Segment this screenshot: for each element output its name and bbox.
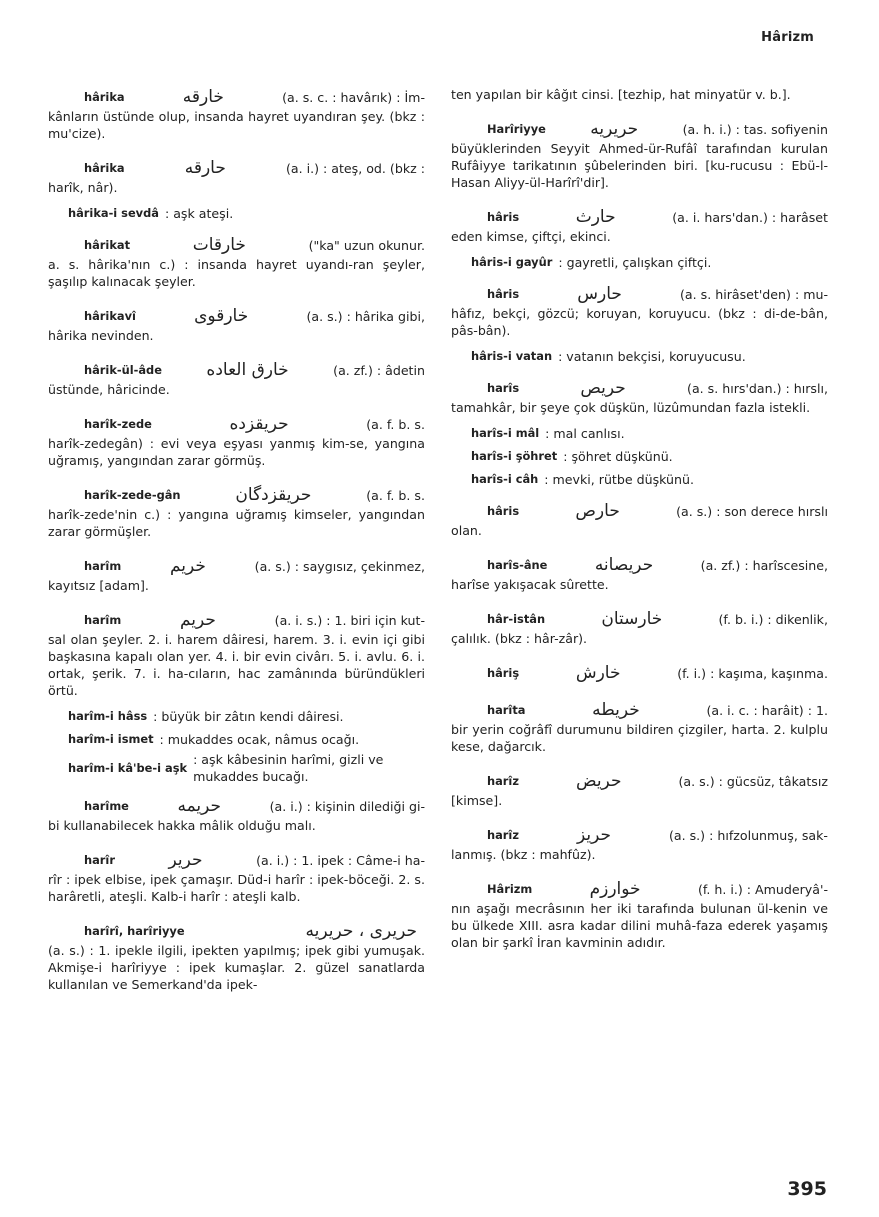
entry-head-line xyxy=(451,206,828,228)
entry-arabic-script: خارقوى xyxy=(194,305,249,326)
entry-definition: hârika nevinden. xyxy=(48,328,154,343)
entry-head-line xyxy=(48,202,425,224)
entry-headword: harîm-i hâss xyxy=(68,708,148,723)
entry-grammar-note: (a. i. s.) : 1. biri için kut- xyxy=(274,612,425,628)
sub-entry xyxy=(48,202,425,224)
entry-head-line xyxy=(48,751,425,785)
sub-entry xyxy=(451,251,828,273)
entry-definition: ten yapılan bir kâğıt cinsi. [tezhip, hat minyatür v. b.]. xyxy=(451,87,791,102)
entry-definition: [kimse]. xyxy=(451,793,503,808)
entry-headword: harîm-i kâ'be-i aşk xyxy=(68,760,188,775)
entry-definition: kayıtsız [adam]. xyxy=(48,578,149,593)
entry-grammar-note: (a. i.) : kişinin dilediği gi- xyxy=(269,798,425,814)
entry-head-line xyxy=(451,824,828,846)
entry-definition: eden kimse, çiftçi, ekinci. xyxy=(451,229,611,244)
entry-headword: hârika xyxy=(84,160,125,175)
entry-definition: harîk-zede'nin c.) : yangına uğramış kimseler, yangından zarar görmüşler. xyxy=(48,507,425,539)
entry-head-line xyxy=(48,555,425,577)
entry-head-line xyxy=(48,920,425,942)
entry-arabic-script: خريم xyxy=(169,555,206,576)
entry-headword: harîs xyxy=(487,380,520,395)
entry-arabic-script: حارقه xyxy=(184,157,226,178)
dictionary-entry xyxy=(451,662,828,684)
entry-definition: (a. s.) : 1. ipekle ilgili, ipekten yapılmış; ipek gibi yumuşak. Akmişe-i harîriyye : ipek kumaşlar. 2. güzel sanatlarda kullanılan ve Semerkand'da ipek- xyxy=(48,943,425,992)
entry-grammar-note: : aşk ateşi. xyxy=(164,205,234,221)
entry-definition: bi kullanabilecek hakka mâlik olduğu malı. xyxy=(48,818,316,833)
entry-grammar-note: (a. i.) : ateş, od. (bkz : xyxy=(285,160,425,176)
entry-definition: harîk, nâr). xyxy=(48,180,118,195)
entry-headword: hâr-istân xyxy=(487,611,546,626)
entry-head-line xyxy=(451,662,828,684)
entry-grammar-note: (a. i.) : 1. ipek : Câme-i ha- xyxy=(256,852,425,868)
entry-definition: harîse yakışacak sûrette. xyxy=(451,577,609,592)
entry-head-line xyxy=(451,118,828,140)
entry-arabic-script: حارس xyxy=(577,283,622,304)
entry-head-line xyxy=(451,608,828,630)
entry-grammar-note: (a. s. hırs'dan.) : hırslı, xyxy=(687,380,828,396)
dictionary-entry xyxy=(48,555,425,594)
entry-head-line xyxy=(48,359,425,381)
entry-grammar-note: : gayretli, çalışkan çiftçi. xyxy=(558,254,712,270)
entry-head-line xyxy=(48,795,425,817)
entry-arabic-script: حارص xyxy=(575,500,620,521)
sub-entry xyxy=(451,468,828,490)
entry-arabic-script: خارقات xyxy=(192,234,246,255)
entry-headword: harîs-i câh xyxy=(471,471,539,486)
sub-entry xyxy=(451,345,828,367)
dictionary-entry xyxy=(48,234,425,290)
page-number: 395 xyxy=(787,1178,827,1200)
entry-headword: harîz xyxy=(487,827,519,842)
entry-headword: Hârizm xyxy=(487,881,533,896)
entry-head-line xyxy=(451,878,828,900)
entry-arabic-script: حرير xyxy=(168,849,203,870)
entry-definition: sal olan şeyler. 2. i. harem dâiresi, harem. 3. i. evin içi gibi başkasına kapalı olan yer. 4. i. bir evin civârı. 5. i. avlu. 6. i. ortak, şerik. 7. i. ha-cıların, hac zamânında büründükleri örtü. xyxy=(48,632,425,698)
entry-grammar-note: (a. s.) : gücsüz, tâkatsız xyxy=(678,773,828,789)
entry-head-line xyxy=(451,377,828,399)
entry-head-line xyxy=(451,422,828,444)
dictionary-entry xyxy=(451,770,828,809)
entry-head-line xyxy=(48,849,425,871)
entry-grammar-note: (a. h. i.) : tas. sofiyenin xyxy=(682,121,828,137)
dictionary-entry xyxy=(451,608,828,647)
dictionary-entry xyxy=(48,484,425,540)
entry-headword: harîk-zede-gân xyxy=(84,487,181,502)
entry-arabic-script: خارستان xyxy=(601,608,663,629)
entry-grammar-note: (a. s.) : son derece hırslı xyxy=(676,503,828,519)
sub-entry xyxy=(451,422,828,444)
dictionary-entry xyxy=(48,305,425,344)
entry-head-line xyxy=(451,283,828,305)
entry-head-line xyxy=(451,445,828,467)
left-column xyxy=(48,86,425,1008)
entry-head-line xyxy=(451,554,828,576)
entry-grammar-note: : mukaddes ocak, nâmus ocağı. xyxy=(159,731,360,747)
entry-head-line xyxy=(451,345,828,367)
entry-grammar-note: (f. i.) : kaşıma, kaşınma. xyxy=(677,665,828,681)
entry-headword: hârik-ül-âde xyxy=(84,362,162,377)
dictionary-entry xyxy=(48,920,425,993)
entry-headword: harîrî, harîriyye xyxy=(84,923,185,938)
entry-headword: hârika xyxy=(84,89,125,104)
entry-headword: hârikat xyxy=(84,237,131,252)
entry-head-line xyxy=(48,705,425,727)
entry-arabic-script: حريقزده xyxy=(229,413,289,434)
running-head: Hârizm xyxy=(761,30,814,45)
entry-definition: kânların üstünde olup, insanda hayret uyandıran şey. (bkz : mu'cize). xyxy=(48,109,425,141)
entry-headword: hâris xyxy=(487,503,520,518)
entry-headword: harîs-i mâl xyxy=(471,425,540,440)
entry-definition: olan. xyxy=(451,523,482,538)
entry-grammar-note: (a. s.) : hârika gibi, xyxy=(306,308,425,324)
dictionary-entry xyxy=(48,609,425,699)
dictionary-entry xyxy=(451,86,828,103)
entry-grammar-note: ("ka" uzun okunur. xyxy=(308,237,425,253)
dictionary-entry xyxy=(451,206,828,245)
entry-arabic-script: حريم xyxy=(179,609,216,630)
entry-grammar-note: : vatanın bekçisi, koruyucusu. xyxy=(558,348,746,364)
entry-head-line xyxy=(48,728,425,750)
entry-definition: üstünde, hâricinde. xyxy=(48,382,170,397)
entry-grammar-note: : mal canlısı. xyxy=(545,425,625,441)
entry-definition: a. s. hârika'nın c.) : insanda hayret uyandı-ran şeyler, şaşılıp kalınacak şeyler. xyxy=(48,257,425,289)
entry-arabic-script: حريرى ، حريريه xyxy=(305,920,417,941)
entry-head-line xyxy=(451,699,828,721)
entry-definition: lanmış. (bkz : mahfûz). xyxy=(451,847,596,862)
entry-arabic-script: خارش xyxy=(575,662,621,683)
entry-headword: hâris-i vatan xyxy=(471,348,553,363)
dictionary-entry xyxy=(48,795,425,834)
entry-head-line xyxy=(48,305,425,327)
entry-headword: harîz xyxy=(487,773,519,788)
dictionary-entry xyxy=(48,413,425,469)
entry-definition: çalılık. (bkz : hâr-zâr). xyxy=(451,631,588,646)
entry-arabic-script: خارقه xyxy=(182,86,224,107)
entry-headword: hâris xyxy=(487,209,520,224)
entry-definition: harîk-zedegân) : evi veya eşyası yanmış kim-se, yangına uğramış, yangından zarar görmüş. xyxy=(48,436,425,468)
dictionary-entry xyxy=(451,500,828,539)
entry-headword: harîm-i ismet xyxy=(68,731,154,746)
entry-grammar-note: (a. zf.) : harîscesine, xyxy=(700,557,828,573)
entry-headword: harîta xyxy=(487,702,526,717)
entry-grammar-note: : büyük bir zâtın kendi dâiresi. xyxy=(153,708,344,724)
entry-head-line xyxy=(451,770,828,792)
entry-grammar-note: (a. f. b. s. xyxy=(366,487,425,503)
dictionary-entry xyxy=(48,157,425,196)
entry-definition: hâfız, bekçi, gözcü; koruyan, koruyucu. (bkz : di-de-bân, pâs-bân). xyxy=(451,306,828,338)
entry-headword: hâris-i gayûr xyxy=(471,254,553,269)
entry-head-line xyxy=(451,251,828,273)
entry-definition: nın aşağı mecrâsının her iki tarafında bulunan ül-kenin ve bu ülkede XIII. asra kadar dilini muhâ-faza ederek yaşamış olan bir şarkî İran kavminin adıdır. xyxy=(451,901,828,950)
entry-head-line xyxy=(48,157,425,179)
entry-arabic-script: حريقزدگان xyxy=(235,484,312,505)
dictionary-entry xyxy=(451,118,828,191)
entry-headword: harîm xyxy=(84,612,122,627)
dictionary-entry xyxy=(48,359,425,398)
dictionary-entry xyxy=(451,283,828,339)
entry-head-line xyxy=(48,413,425,435)
entry-headword: harîm xyxy=(84,558,122,573)
entry-headword: harîs-i şöhret xyxy=(471,448,558,463)
entry-head-line xyxy=(48,234,425,256)
entry-grammar-note: : aşk kâbesinin harîmi, gizli ve mukaddes bucağı. xyxy=(193,752,384,784)
entry-grammar-note: (a. s.) : hıfzolunmuş, sak- xyxy=(668,827,828,843)
entry-headword: harîk-zede xyxy=(84,416,152,431)
entry-grammar-note: (f. h. i.) : Amuderyâ'- xyxy=(697,881,828,897)
entry-head-line xyxy=(48,86,425,108)
entry-headword: hârika-i sevdâ xyxy=(68,205,159,220)
entry-head-line xyxy=(451,468,828,490)
dictionary-entry xyxy=(451,554,828,593)
right-column xyxy=(451,86,828,966)
entry-headword: harîme xyxy=(84,798,129,813)
entry-headword: hâriş xyxy=(487,665,520,680)
entry-grammar-note: (a. s. hirâset'den) : mu- xyxy=(680,286,828,302)
entry-definition: büyüklerinden Seyyit Ahmed-ür-Rufâî tarafından kurulan Rufâiyye tarikatının şûbelerinden biri. [ku-rucusu : Ebü-l-Hasan Aliyy-ül-Harîrî'dir]. xyxy=(451,141,828,190)
entry-arabic-script: حارث xyxy=(575,206,616,227)
dictionary-entry xyxy=(451,824,828,863)
entry-definition: tamahkâr, bir şeye çok düşkün, lüzûmundan fazla istekli. xyxy=(451,400,811,415)
entry-head-line xyxy=(48,609,425,631)
entry-arabic-script: حريص xyxy=(580,377,626,398)
entry-grammar-note: : mevki, rütbe düşkünü. xyxy=(544,471,694,487)
entry-definition: bir yerin coğrâfî durumunu bildiren çizgiler, harta. 2. kulplu kese, dağarcık. xyxy=(451,722,828,754)
entry-headword: harîr xyxy=(84,852,115,867)
entry-head-line xyxy=(451,500,828,522)
entry-grammar-note: (f. b. i.) : dikenlik, xyxy=(718,611,828,627)
entry-grammar-note: (a. s. c. : havârık) : İm- xyxy=(282,89,425,105)
entry-arabic-script: حريمه xyxy=(177,795,222,816)
entry-grammar-note: (a. zf.) : âdetin xyxy=(333,362,425,378)
entry-arabic-script: حريز xyxy=(576,824,611,845)
dictionary-entry xyxy=(451,377,828,416)
entry-arabic-script: خريطه xyxy=(592,699,640,720)
entry-headword: harîs-âne xyxy=(487,557,548,572)
entry-arabic-script: خارق العاده xyxy=(206,359,289,380)
entry-arabic-script: حريريه xyxy=(590,118,639,139)
entry-arabic-script: حريصانه xyxy=(594,554,654,575)
entry-grammar-note: (a. f. b. s. xyxy=(366,416,425,432)
sub-entry xyxy=(48,751,425,785)
dictionary-entry xyxy=(451,878,828,951)
sub-entry xyxy=(48,705,425,727)
entry-grammar-note: (a. i. hars'dan.) : harâset xyxy=(672,209,828,225)
entry-headword: hâris xyxy=(487,286,520,301)
dictionary-entry xyxy=(48,849,425,905)
entry-grammar-note: (a. i. c. : harâit) : 1. xyxy=(706,702,828,718)
entry-headword: hârikavî xyxy=(84,308,136,323)
entry-arabic-script: حريض xyxy=(576,770,622,791)
entry-headword: Harîriyye xyxy=(487,121,546,136)
sub-entry xyxy=(451,445,828,467)
entry-definition: rîr : ipek elbise, ipek çamaşır. Düd-i harîr : ipek-böceği. 2. s. harâretli, ateşli. Kalb-i harîr : ateşli kalb. xyxy=(48,872,425,904)
dictionary-entry xyxy=(48,86,425,142)
entry-arabic-script: خوارزم xyxy=(589,878,641,899)
entry-grammar-note: : şöhret düşkünü. xyxy=(563,448,673,464)
dictionary-entry xyxy=(451,699,828,755)
sub-entry xyxy=(48,728,425,750)
entry-grammar-note: (a. s.) : saygısız, çekinmez, xyxy=(254,558,425,574)
entry-head-line xyxy=(48,484,425,506)
